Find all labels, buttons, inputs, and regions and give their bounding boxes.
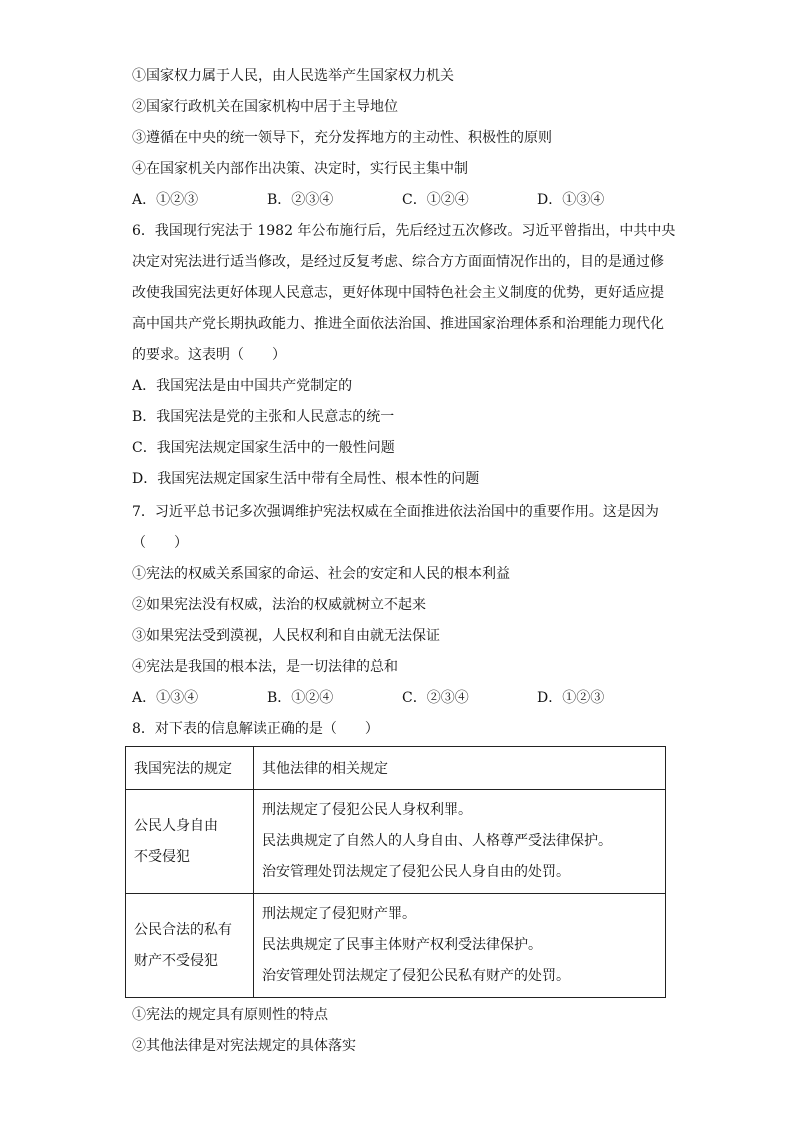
q7-stem-line-2: （ ） xyxy=(132,535,188,551)
q5-options xyxy=(132,190,672,210)
q5-option-c: C．①②④ xyxy=(402,192,469,208)
q7-item-1: ①宪法的权威关系国家的命运、社会的安定和人民的根本利益 xyxy=(132,566,510,582)
q6-stem-line-3: 改使我国宪法更好体现人民意志，更好体现中国特色社会主义制度的优势，更好适应提 xyxy=(132,285,664,301)
q6-option-a: A．我国宪法是由中国共产党制定的 xyxy=(132,378,353,394)
q5-item-2: ②国家行政机关在国家机构中居于主导地位 xyxy=(132,99,398,115)
q5-option-a: A．①②③ xyxy=(132,192,199,208)
q6-option-d: D．我国宪法规定国家生活中带有全局性、根本性的问题 xyxy=(132,471,480,487)
cell-line: 民法典规定了自然人的人身自由、人格尊严受法律保护。 xyxy=(262,833,612,849)
table-header-other-laws: 其他法律的相关规定 xyxy=(254,747,666,790)
table-cell-other-laws xyxy=(254,790,666,894)
q6-stem-line-2: 决定对宪法进行适当修改，是经过反复考虑、综合方方面面情况作出的，目的是通过修 xyxy=(132,254,664,270)
table-row xyxy=(126,894,666,998)
q7-option-c: C．②③④ xyxy=(402,690,469,706)
q8-item-1: ①宪法的规定具有原则性的特点 xyxy=(132,1007,328,1023)
q5-item-4: ④在国家机关内部作出决策、决定时，实行民主集中制 xyxy=(132,161,468,177)
q6-stem-line-5: 的要求。这表明（ ） xyxy=(132,347,286,363)
cell-line: 财产不受侵犯 xyxy=(134,952,218,969)
cell-line: 治安管理处罚法规定了侵犯公民人身自由的处罚。 xyxy=(262,864,570,880)
q7-item-4: ④宪法是我国的根本法，是一切法律的总和 xyxy=(132,659,398,675)
q8-stem: 8．对下表的信息解读正确的是（ ） xyxy=(132,721,379,737)
cell-line: 公民合法的私有 xyxy=(134,921,232,938)
q8-item-2: ②其他法律是对宪法规定的具体落实 xyxy=(132,1038,356,1054)
q5-option-b: B．②③④ xyxy=(267,192,334,208)
q7-option-b: B．①②④ xyxy=(267,690,334,706)
q6-stem-line-1: 6．我国现行宪法于 1982 年公布施行后，先后经过五次修改。习近平曾指出，中共中央 xyxy=(132,223,676,239)
table-row xyxy=(126,790,666,894)
q7-option-d: D．①②③ xyxy=(537,690,605,706)
table-cell-other-laws xyxy=(254,894,666,998)
cell-line: 民法典规定了民事主体财产权利受法律保护。 xyxy=(262,937,542,953)
cell-line: 刑法规定了侵犯财产罪。 xyxy=(262,906,416,922)
q6-option-c: C．我国宪法规定国家生活中的一般性问题 xyxy=(132,440,395,456)
cell-line: 公民人身自由 xyxy=(134,817,218,834)
q5-item-1: ①国家权力属于人民，由人民选举产生国家权力机关 xyxy=(132,68,454,84)
q6-option-b: B．我国宪法是党的主张和人民意志的统一 xyxy=(132,409,395,425)
q7-item-2: ②如果宪法没有权威，法治的权威就树立不起来 xyxy=(132,597,426,613)
table-header-row xyxy=(126,747,666,790)
q5-item-3: ③遵循在中央的统一领导下，充分发挥地方的主动性、积极性的原则 xyxy=(132,130,552,146)
q6-stem-line-4: 高中国共产党长期执政能力、推进全面依法治国、推进国家治理体系和治理能力现代化 xyxy=(132,316,664,332)
law-comparison-table xyxy=(125,746,666,998)
q7-option-a: A．①③④ xyxy=(132,690,199,706)
cell-line: 治安管理处罚法规定了侵犯公民私有财产的处罚。 xyxy=(262,968,570,984)
table-header-constitution: 我国宪法的规定 xyxy=(126,747,254,790)
table-cell-constitution xyxy=(126,790,254,894)
cell-line: 刑法规定了侵犯公民人身权利罪。 xyxy=(262,802,472,818)
cell-line: 不受侵犯 xyxy=(134,848,190,865)
q5-option-d: D．①③④ xyxy=(537,192,605,208)
table-cell-constitution xyxy=(126,894,254,998)
q7-options xyxy=(132,688,672,708)
q7-stem-line-1: 7．习近平总书记多次强调维护宪法权威在全面推进依法治国中的重要作用。这是因为 xyxy=(132,504,659,520)
q7-item-3: ③如果宪法受到漠视，人民权利和自由就无法保证 xyxy=(132,628,440,644)
